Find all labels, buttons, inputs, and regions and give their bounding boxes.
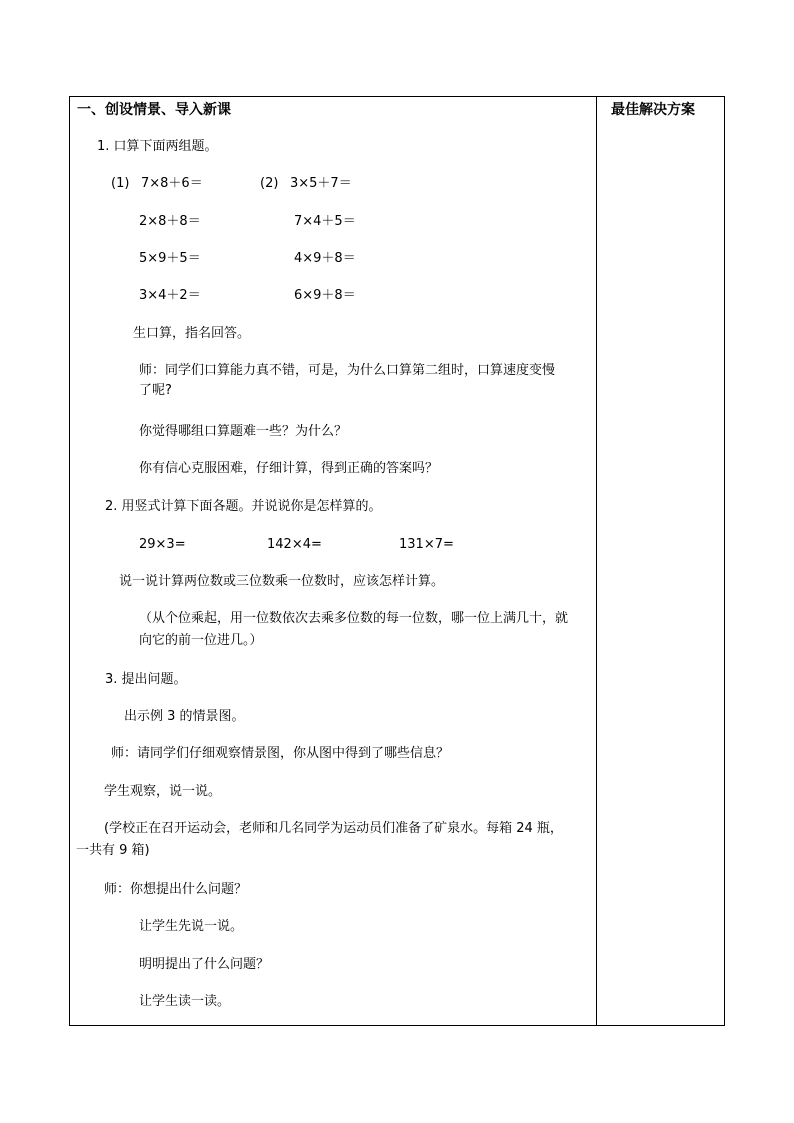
paragraph: 让学生先说一说。 xyxy=(139,919,244,934)
column-divider xyxy=(596,97,597,1025)
group1-item: 5×9＋5＝ xyxy=(139,251,201,266)
paragraph: 明明提出了什么问题？ xyxy=(139,957,270,972)
group1-item: 2×8＋8＝ xyxy=(139,214,201,229)
group2-item: 4×9＋8＝ xyxy=(294,251,356,266)
group1-label: (1) xyxy=(111,176,130,191)
paragraph: 师：同学们口算能力真不错，可是，为什么口算第二组时，口算速度变慢 xyxy=(139,363,556,378)
section2-title: 2. 用竖式计算下面各题。并说说你是怎样算的。 xyxy=(105,499,382,514)
paragraph: 让学生读一读。 xyxy=(139,994,231,1009)
calc-item: 131×7= xyxy=(399,537,454,552)
section-heading: 一、创设情景、导入新课 xyxy=(77,102,231,118)
group2-item: 7×4＋5＝ xyxy=(294,214,356,229)
section1-title: 1. 口算下面两组题。 xyxy=(97,139,218,154)
calc-item: 142×4= xyxy=(267,537,322,552)
paragraph: 师：你想提出什么问题？ xyxy=(104,882,248,897)
group1-item: 3×4＋2＝ xyxy=(139,288,201,303)
paragraph: 一共有 9 箱) xyxy=(76,843,150,858)
group2-item: 6×9＋8＝ xyxy=(294,288,356,303)
group1-item: 7×8＋6＝ xyxy=(141,176,203,191)
solution-column-heading: 最佳解决方案 xyxy=(611,102,695,118)
paragraph: (学校正在召开运动会，老师和几名同学为运动员们准备了矿泉水。每箱 24 瓶， xyxy=(104,821,563,836)
group2-label: (2) xyxy=(260,176,279,191)
paragraph: 了呢? xyxy=(139,383,172,398)
calc-item: 29×3= xyxy=(139,537,186,552)
paragraph: 学生观察，说一说。 xyxy=(104,784,222,799)
paragraph: （从个位乘起，用一位数依次去乘多位数的每一位数，哪一位上满几十，就 xyxy=(139,611,569,626)
group2-item: 3×5＋7＝ xyxy=(290,176,352,191)
paragraph: 你觉得哪组口算题难一些？为什么？ xyxy=(139,424,348,439)
paragraph: 出示例 3 的情景图。 xyxy=(124,709,245,724)
paragraph: 师：请同学们仔细观察情景图，你从图中得到了哪些信息？ xyxy=(111,746,450,761)
lesson-table xyxy=(69,96,725,1026)
paragraph: 说一说计算两位数或三位数乘一位数时，应该怎样计算。 xyxy=(119,574,445,589)
paragraph: 向它的前一位进几。） xyxy=(139,633,263,648)
section3-title: 3. 提出问题。 xyxy=(105,672,187,687)
paragraph: 你有信心克服困难，仔细计算，得到正确的答案吗？ xyxy=(139,461,439,476)
paragraph: 生口算，指名回答。 xyxy=(133,326,251,341)
